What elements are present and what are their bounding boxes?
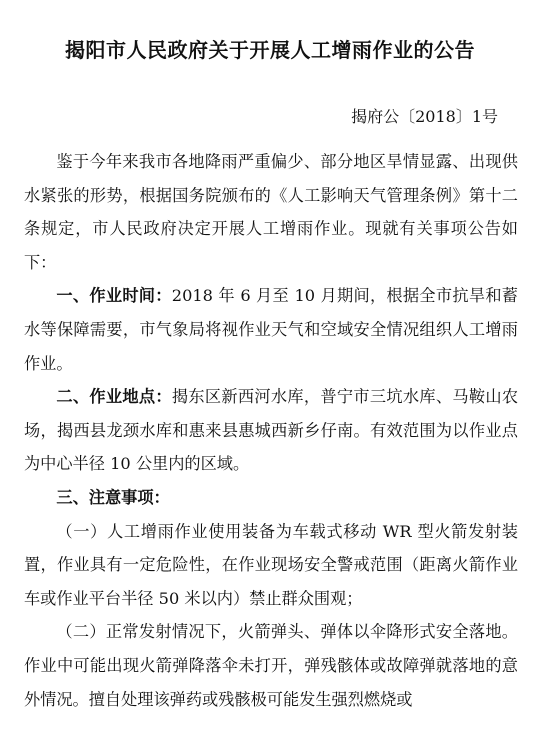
section-3-heading: 三、注意事项： (56, 487, 170, 507)
section-1-paragraph (24, 279, 518, 380)
section-3-item-2: （二）正常发射情况下，火箭弹头、弹体以伞降形式安全落地。作业中可能出现火箭弹降落伞未打开，弹残骸体或故障弹就落地的意外情况。擅自处理该弹药或残骸极可能发生强烈燃烧或 (24, 622, 518, 709)
document-title: 揭阳市人民政府关于开展人工增雨作业的公告 (65, 38, 475, 62)
section-2-heading: 二、作业地点： (56, 387, 172, 407)
section-2-text: 揭东区新西河水库，普宁市三坑水库、马鞍山农场，揭西县龙颈水库和惠来县惠城西新乡仔南。有效范围为以作业点为中心半径 10 公里内的区域。 (24, 387, 519, 474)
section-1-text: 2018 年 6 月至 10 月期间，根据全市抗旱和蓄水等保障需要，市气象局将视作业天气和空域安全情况组织人工增雨作业。 (24, 286, 518, 373)
intro-paragraph: 鉴于今年来我市各地降雨严重偏少、部分地区旱情显露、出现供水紧张的形势，根据国务院颁布的《人工影响天气管理条例》第十二条规定，市人民政府决定开展人工增雨作业。现就有关事项公告如下： (24, 152, 518, 272)
section-2-paragraph (24, 380, 518, 481)
section-1-heading: 一、作业时间： (56, 286, 172, 306)
section-3-heading-paragraph (24, 481, 518, 515)
document-number: 揭府公〔2018〕1号 (351, 107, 498, 126)
document-body (24, 145, 518, 716)
section-3-item-1: （一）人工增雨作业使用装备为车载式移动 WR 型火箭发射装置，作业具有一定危险性，在作业现场安全警戒范围（距离火箭作业车或作业平台半径 50 米以内）禁止群众围观； (24, 521, 518, 608)
